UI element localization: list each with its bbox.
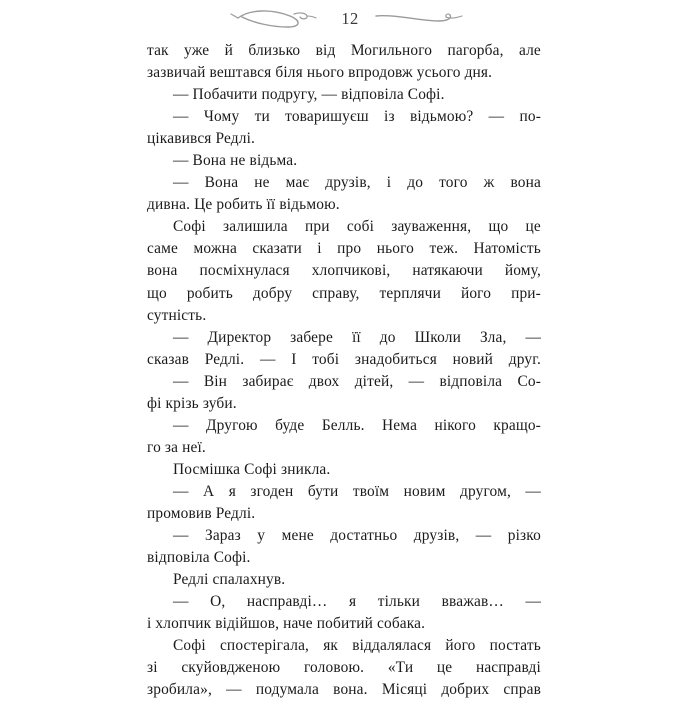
text-line: зазвичай вештався біля нього впродовж усього дня. — [147, 64, 493, 82]
text-line: — Вона не відьма. — [173, 152, 298, 170]
text-line: саме можна сказати і про нього теж. Натомість — [147, 240, 541, 258]
text-line: — Побачити подругу, — відповіла Софі. — [173, 86, 445, 104]
text-line: Софі залишила при собі зауваження, що це — [173, 218, 541, 236]
text-line: цікавився Редлі. — [147, 130, 256, 148]
text-line: зі скуйовдженою головою. «Ти це насправді — [147, 659, 541, 677]
running-head — [0, 2, 700, 34]
text-line: — О, насправді… я тільки вважав… — — [173, 593, 541, 611]
text-line: промовив Редлі. — [147, 504, 256, 522]
text-line: фі крізь зуби. — [147, 394, 237, 412]
body-text — [147, 40, 541, 701]
text-line: — Директор забере її до Школи Зла, — — [173, 328, 541, 346]
flourish-wave-right-icon — [372, 5, 472, 31]
text-line: зробила», — подумала вона. Місяці добрих справ — [147, 681, 541, 699]
text-line: — Чому ти товаришуєш із відьмою? — по- — [173, 108, 541, 126]
text-line: — Другою буде Белль. Нема нікого кращо- — [173, 416, 541, 434]
text-line: сказав Редлі. — І тобі знадобиться новий друг. — [147, 350, 541, 368]
text-line: — А я згоден бути твоїм новим другом, — — [173, 482, 541, 500]
text-line: і хлопчик відійшов, наче побитий собака. — [147, 615, 426, 633]
text-line: сутність. — [147, 306, 207, 324]
flourish-swirl-left-icon — [228, 5, 328, 31]
text-line: так уже й близько від Могильного пагорба, але — [147, 42, 541, 59]
text-line: — Вона не має друзів, і до того ж вона — [173, 174, 541, 192]
text-line: дивна. Це робить її відьмою. — [147, 196, 340, 214]
text-line: вона посміхнулася хлопчикові, натякаючи йому, — [147, 262, 541, 280]
text-line: — Він забирає двох дітей, — відповіла Со- — [173, 372, 541, 390]
text-line: — Зараз у мене достатньо друзів, — різко — [173, 527, 541, 545]
text-line: що робить добру справу, терплячи його при- — [147, 284, 541, 302]
page-number: 12 — [341, 9, 359, 28]
text-line: відповіла Софі. — [147, 549, 251, 567]
text-line: Редлі спалахнув. — [173, 571, 286, 589]
text-line: Софі спостерігала, як віддалялася його постать — [173, 637, 541, 655]
text-line: го за неї. — [147, 438, 206, 456]
text-line: Посмішка Софі зникла. — [173, 460, 331, 478]
